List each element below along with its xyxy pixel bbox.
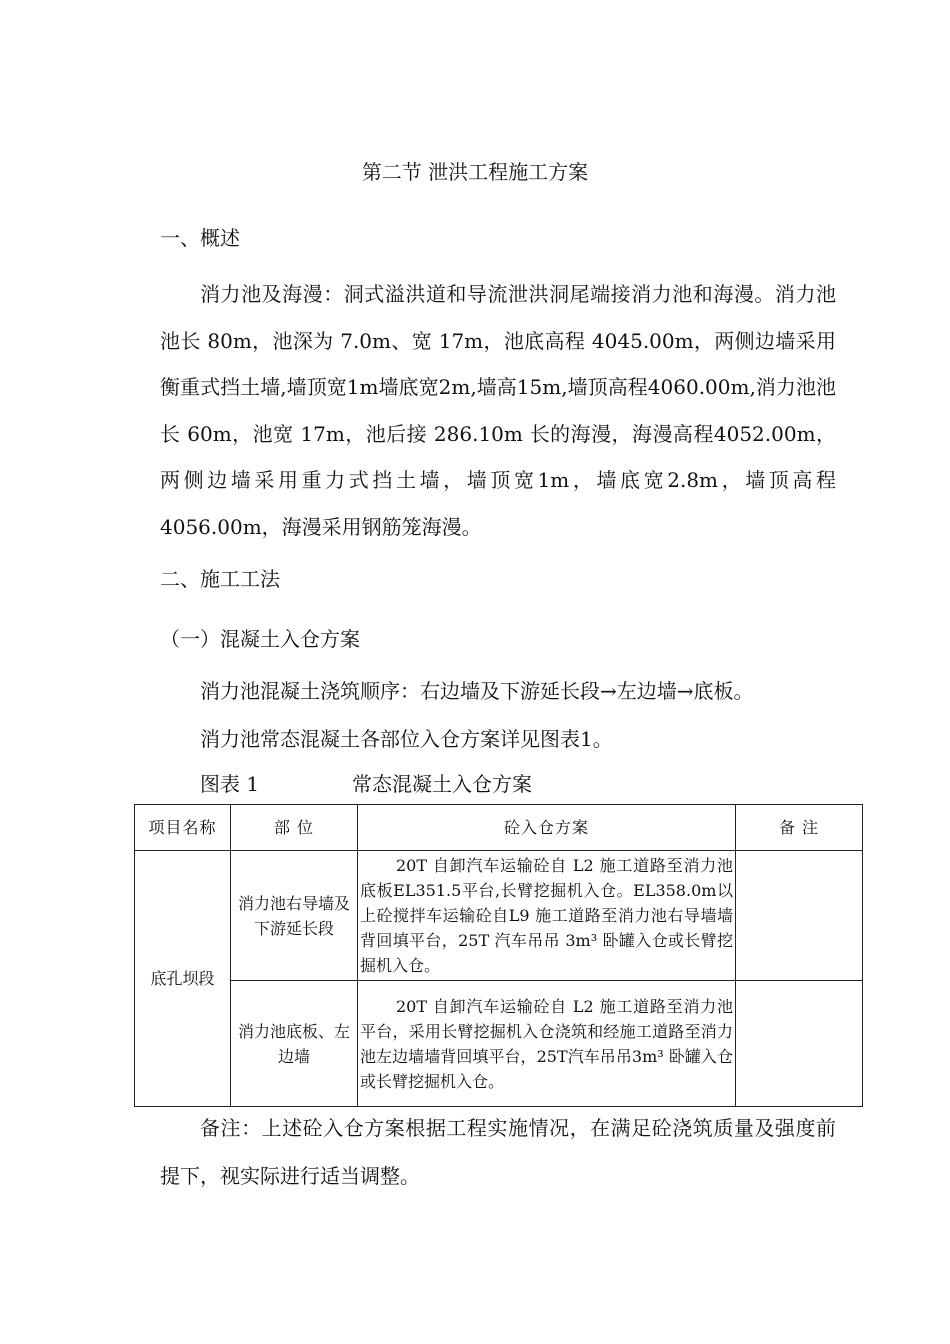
part-cell: 消力池底板、左边墙 [231,981,358,1107]
table-row [135,981,863,1107]
table-caption-number: 图表 1 [200,772,260,796]
heading-construction-method: 二、施工工法 [160,567,280,591]
remark-cell [736,981,863,1107]
part-cell: 消力池右导墙及下游延长段 [231,851,358,981]
remark-cell [736,851,863,981]
header-remark: 备 注 [736,805,863,851]
header-placement-scheme: 砼入仓方案 [358,805,736,851]
concrete-placement-table [134,804,863,1107]
heading-overview: 一、概述 [160,226,240,250]
table-header-row [135,805,863,851]
note-paragraph: 备注：上述砼入仓方案根据工程实施情况，在满足砼浇筑质量及强度前提下，视实际进行适当调整。 [160,1116,836,1188]
header-project-name: 项目名称 [135,805,231,851]
overview-paragraph: 消力池及海漫：洞式溢洪道和导流泄洪洞尾端接消力池和海漫。消力池池长 80m，池深为 7.0m、宽 17m，池底高程 4045.00m，两侧边墙采用衡重式挡土墙,墙顶宽1m墙底宽2m,墙高15m,墙顶高程4060.00m,消力池池长 60m，池宽 17m，池后接 286.10m 长的海漫，海漫高程4052.00m，两侧边墙采用重力式挡土墙，墙顶宽1m，墙底宽2.8m，墙顶高程4056.00m，海漫采用钢筋笼海漫。 [160,282,836,539]
table-reference-line: 消力池常态混凝土各部位入仓方案详见图表1。 [200,727,613,751]
table-row [135,851,863,981]
scheme-cell: 20T 自卸汽车运输砼自 L2 施工道路至消力池底板EL351.5平台,长臂挖掘机入仓。EL358.0m以上砼搅拌车运输砼自L9 施工道路至消力池右导墙墙背回填平台，25T 汽车吊吊 3m³ 卧罐入仓或长臂挖掘机入仓。 [358,851,736,981]
project-name-cell: 底孔坝段 [135,851,231,1107]
pouring-sequence-line: 消力池混凝土浇筑顺序：右边墙及下游延长段→左边墙→底板。 [200,679,754,703]
page-title: 第二节 泄洪工程施工方案 [361,160,589,184]
header-part: 部 位 [231,805,358,851]
table-caption-title: 常态混凝土入仓方案 [352,772,532,796]
heading-concrete-placement: （一）混凝土入仓方案 [160,627,360,651]
scheme-cell: 20T 自卸汽车运输砼自 L2 施工道路至消力池平台，采用长臂挖掘机入仓浇筑和经施工道路至消力池左边墙墙背回填平台，25T汽车吊吊3m³ 卧罐入仓或长臂挖掘机入仓。 [358,981,736,1107]
